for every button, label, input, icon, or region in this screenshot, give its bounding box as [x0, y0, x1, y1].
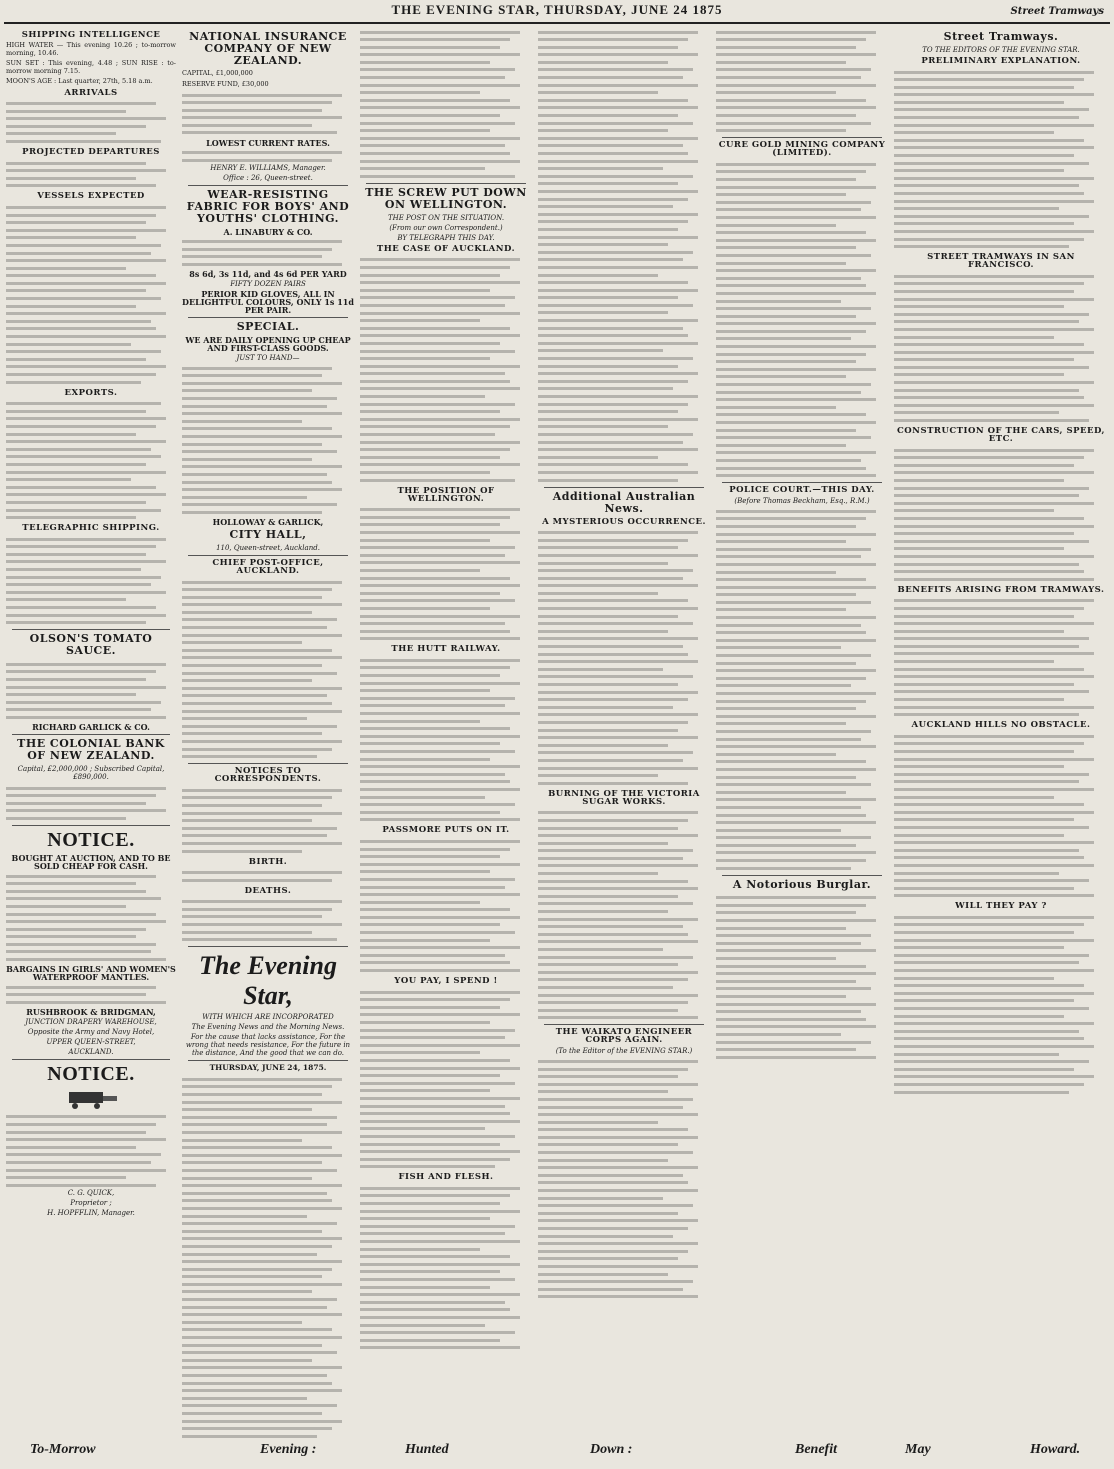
- colonial-bank-heading: THE COLONIAL BANK OF NEW ZEALAND.: [17, 737, 165, 763]
- page-header-title: THE EVENING STAR, THURSDAY, JUNE 24 1875: [391, 2, 723, 17]
- screw-heading: THE SCREW PUT DOWN ON WELLINGTON.: [365, 185, 527, 211]
- divider: [12, 734, 170, 735]
- telegraphic-text: [6, 535, 176, 626]
- office-address: Office : 26, Queen-street.: [223, 173, 313, 182]
- nameplate-motto: For the cause that lacks assistance, For the wrong that needs resistance, For the future in the distance, And the good that we can do.: [185, 1033, 351, 1058]
- olson-ad-text: [6, 660, 176, 721]
- own-correspondent: (From our own Correspondent.): [389, 223, 503, 232]
- mysterious-text: [538, 529, 710, 787]
- divider: [188, 763, 348, 764]
- case-heading: THE CASE OF AUCKLAND.: [376, 243, 516, 254]
- cure-text: [716, 160, 888, 479]
- city-hall-address: 110, Queen-street, Auckland.: [216, 544, 320, 552]
- construction-text: [894, 446, 1108, 583]
- divider: [722, 137, 882, 138]
- benefits-text: [894, 597, 1108, 719]
- arrivals-text: [6, 100, 176, 146]
- by-telegraph: BY TELEGRAPH THIS DAY.: [397, 233, 495, 242]
- nameplate-sub: WITH WHICH ARE INCORPORATED: [202, 1013, 334, 1022]
- yard-price: 8s 6d, 3s 11d, and 4s 6d PER YARD: [189, 269, 347, 280]
- hills-heading: AUCKLAND HILLS NO OBSTACLE.: [911, 720, 1091, 731]
- you-pay-heading: YOU PAY, I SPEND !: [394, 976, 498, 987]
- moon-age: MOON'S AGE : Last quarter, 27th, 5.18 a.m.: [6, 77, 153, 85]
- deaths-text: [182, 898, 354, 944]
- footer-word-5: Benefit: [795, 1442, 837, 1457]
- divider: [12, 825, 170, 826]
- preliminary-text: [894, 68, 1108, 250]
- column-4: [538, 28, 710, 1438]
- divider: [544, 487, 704, 488]
- lowest-rates: LOWEST CURRENT RATES.: [206, 137, 330, 148]
- police-heading: POLICE COURT.—THIS DAY.: [729, 485, 875, 496]
- australian-news-heading: Additional Australian News.: [552, 489, 696, 515]
- divider: [188, 185, 348, 186]
- burning-heading: BURNING OF THE VICTORIA SUGAR WORKS.: [548, 788, 700, 807]
- notices-text: [182, 786, 354, 854]
- notice-heading: NOTICE.: [47, 829, 135, 852]
- daily-opening: WE ARE DAILY OPENING UP CHEAP AND FIRST-CLASS GOODS.: [185, 335, 351, 354]
- city-hall: CITY HALL,: [229, 528, 307, 541]
- gloves-count: FIFTY DOZEN PAIRS: [230, 280, 306, 289]
- rushbrook-name: RUSHBROOK & BRIDGMAN,: [26, 1006, 156, 1017]
- divider: [366, 183, 526, 184]
- garlick-signature: RICHARD GARLICK & CO.: [32, 722, 150, 733]
- vessels-heading: VESSELS EXPECTED: [37, 191, 145, 202]
- column-1: [6, 28, 176, 1438]
- divider: [722, 875, 882, 876]
- continued-text: [716, 28, 888, 134]
- hills-text: [894, 732, 1108, 899]
- position-text: [360, 506, 532, 643]
- auction-heading: BOUGHT AT AUCTION, AND TO BE SOLD CHEAP FOR CASH.: [11, 853, 171, 872]
- burglar-heading: A Notorious Burglar.: [732, 877, 872, 891]
- hopfflin-name: H. HOPFFLIN, Manager.: [47, 1208, 135, 1217]
- editorial-text: [182, 1075, 354, 1438]
- coach-text: [6, 1113, 176, 1189]
- opposite-hotel: Opposite the Army and Navy Hotel,: [27, 1027, 155, 1036]
- high-water: HIGH WATER — This evening 10.26 ; to-morrow morning, 10.46.: [6, 41, 176, 57]
- post-situation: THE POST ON THE SITUATION.: [387, 213, 505, 222]
- coach-illustration-icon: [61, 1088, 121, 1110]
- notice2-heading: NOTICE.: [47, 1062, 135, 1085]
- reserve-line: RESERVE FUND, £30,000: [182, 79, 269, 88]
- you-pay-text: [360, 988, 532, 1170]
- junction-warehouse: JUNCTION DRAPERY WAREHOUSE,: [25, 1017, 157, 1026]
- will-pay-text: [894, 913, 1108, 1095]
- quick-title: Proprietor ;: [70, 1198, 112, 1207]
- waikato-text: [538, 1057, 710, 1300]
- sf-text: [894, 272, 1108, 424]
- burglar-text: [716, 894, 888, 1061]
- divider: [544, 1024, 704, 1025]
- waikato-heading: THE WAIKATO ENGINEER CORPS AGAIN.: [555, 1027, 693, 1046]
- footer-word-2: Evening :: [260, 1442, 317, 1457]
- continued-text: [538, 28, 710, 484]
- police-before: (Before Thomas Beckham, Esq., R.M.): [734, 497, 870, 506]
- preliminary-heading: PRELIMINARY EXPLANATION.: [921, 56, 1081, 66]
- hutt-text: [360, 656, 532, 823]
- insurance-text-2: [182, 149, 354, 164]
- divider: [12, 1059, 170, 1060]
- divider: [722, 482, 882, 483]
- column-5: [716, 28, 888, 1438]
- special-heading: SPECIAL.: [236, 320, 300, 334]
- will-pay-heading: WILL THEY PAY ?: [955, 901, 1047, 912]
- benefits-heading: BENEFITS ARISING FROM TRAMWAYS.: [897, 584, 1105, 595]
- fish-heading: FISH AND FLESH.: [398, 1172, 494, 1183]
- exports-heading: EXPORTS.: [64, 387, 118, 398]
- header-rule: [4, 22, 1110, 24]
- sun-times: SUN SET : This evening, 4.48 ; SUN RISE : to-morrow morning 7.15.: [6, 59, 176, 75]
- police-text: [716, 507, 888, 872]
- case-text: [360, 256, 532, 484]
- mysterious-heading: A MYSTERIOUS OCCURRENCE.: [542, 516, 706, 527]
- column-6: [894, 28, 1108, 1438]
- upper-queen-street: UPPER QUEEN-STREET,: [46, 1037, 136, 1046]
- notices-heading: NOTICES TO CORRESPONDENTS.: [214, 766, 322, 785]
- gloves-ad: PERIOR KID GLOVES, ALL IN DELIGHTFUL COLOURS, ONLY 1s 11d PER PAIR.: [182, 289, 354, 316]
- passmore-heading: PASSMORE PUTS ON IT.: [382, 825, 510, 836]
- divider: [188, 555, 348, 556]
- column-2: [182, 28, 354, 1438]
- passmore-text: [360, 837, 532, 974]
- footer-word-3: Hunted: [405, 1442, 449, 1457]
- divider: [188, 946, 348, 947]
- national-insurance-heading: NATIONAL INSURANCE COMPANY OF NEW ZEALAND.: [189, 30, 347, 67]
- holloway-name: HOLLOWAY & GARLICK,: [212, 517, 324, 527]
- linabury-name: A. LINABURY & CO.: [223, 226, 313, 237]
- paper-nameplate: The Evening Star,: [199, 951, 337, 1011]
- tramways-to-editors: TO THE EDITORS OF THE EVENING STAR.: [922, 46, 1080, 54]
- page-footer: [0, 1438, 1114, 1469]
- manager-signature: HENRY E. WILLIAMS, Manager.: [210, 163, 326, 172]
- insurance-text: [182, 91, 354, 137]
- page-header-right: Street Tramways: [1010, 6, 1104, 17]
- post-office-heading: CHIEF POST-OFFICE, AUCKLAND.: [212, 558, 324, 576]
- nameplate-sub2: The Evening News and the Morning News.: [191, 1023, 345, 1032]
- vessels-text: [6, 203, 176, 385]
- deaths-heading: DEATHS.: [244, 885, 292, 896]
- editorial-date: THURSDAY, JUNE 24, 1875.: [209, 1063, 327, 1073]
- arrivals-heading: ARRIVALS: [64, 87, 118, 98]
- continued-text: [360, 28, 532, 180]
- auction-text: [6, 872, 176, 963]
- column-3: [360, 28, 532, 1438]
- shipping-heading: SHIPPING INTELLIGENCE: [21, 30, 161, 40]
- position-heading: THE POSITION OF WELLINGTON.: [397, 485, 495, 504]
- footer-word-4: Down :: [590, 1442, 633, 1457]
- post-office-text: [182, 578, 354, 760]
- footer-word-6: May: [905, 1442, 931, 1457]
- bargains-heading: BARGAINS IN GIRLS' AND WOMEN'S WATERPROOF MANTLES.: [6, 964, 176, 983]
- sf-heading: STREET TRAMWAYS IN SAN FRANCISCO.: [927, 252, 1075, 271]
- telegraphic-heading: TELEGRAPHIC SHIPPING.: [22, 523, 160, 534]
- birth-heading: BIRTH.: [248, 856, 288, 867]
- colonial-bank-capital: Capital, £2,000,000 ; Subscribed Capital, £890,000.: [17, 765, 165, 782]
- divider: [12, 629, 170, 630]
- page-masthead: [0, 0, 1114, 24]
- divider: [188, 1060, 348, 1061]
- quick-name: C. G. QUICK,: [67, 1188, 115, 1197]
- tramways-heading: Street Tramways.: [943, 30, 1059, 43]
- olson-ad-heading: OLSON'S TOMATO SAUCE.: [29, 632, 153, 658]
- wear-text: [182, 238, 354, 268]
- projected-heading: PROJECTED DEPARTURES: [22, 147, 160, 158]
- auckland-label: AUCKLAND.: [68, 1047, 114, 1056]
- construction-heading: CONSTRUCTION OF THE CARS, SPEED, ETC.: [897, 426, 1105, 445]
- birth-text: [182, 869, 354, 884]
- cure-heading: CURE GOLD MINING COMPANY (LIMITED).: [718, 140, 886, 159]
- wear-resisting-heading: WEAR-RESISTING FABRIC FOR BOYS' AND YOUTHS' CLOTHING.: [186, 187, 350, 225]
- capital-line: CAPITAL, £1,000,000: [182, 69, 253, 77]
- colonial-bank-text: [6, 784, 176, 822]
- fish-text: [360, 1184, 532, 1351]
- goods-list: [182, 364, 354, 516]
- just-to-hand: JUST TO HAND—: [236, 354, 300, 363]
- burning-text: [538, 809, 710, 1022]
- exports-text: [6, 400, 176, 522]
- footer-word-7: Howard.: [1030, 1442, 1081, 1457]
- projected-text: [6, 159, 176, 189]
- footer-word-1: To-Morrow: [30, 1442, 96, 1457]
- hutt-heading: THE HUTT RAILWAY.: [391, 644, 501, 655]
- bargains-text: [6, 983, 176, 1006]
- waikato-to-editor: (To the Editor of the EVENING STAR.): [555, 1047, 693, 1056]
- divider: [188, 317, 348, 318]
